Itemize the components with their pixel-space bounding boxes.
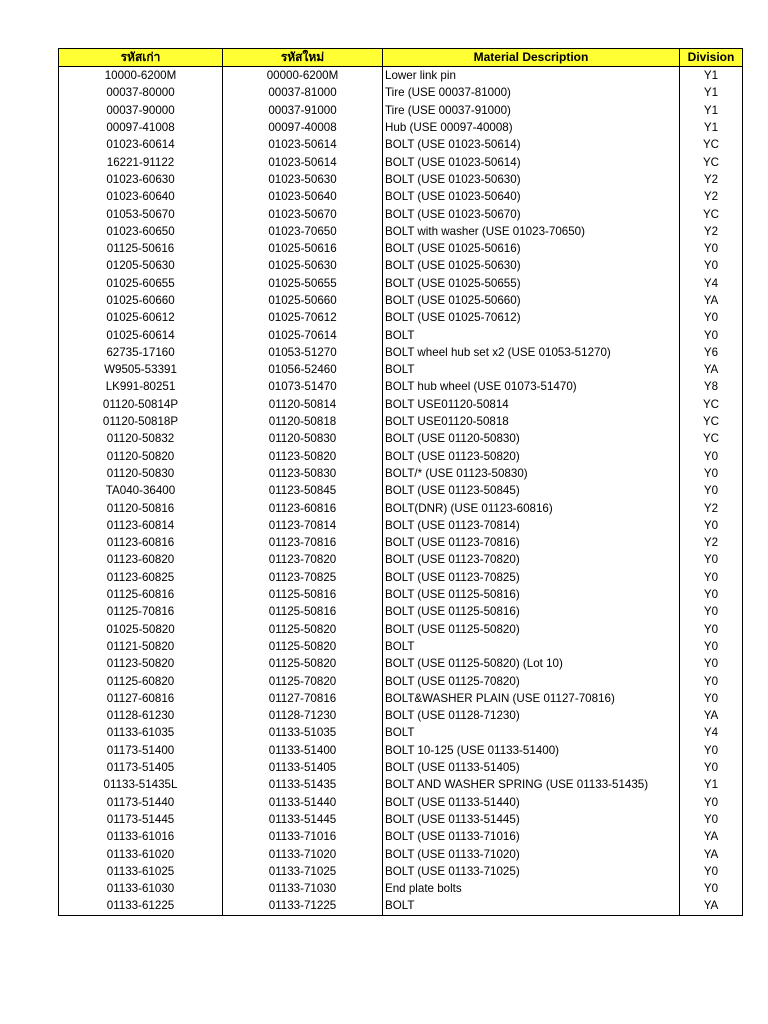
division-cell: Y0	[680, 863, 743, 880]
new-code-cell: 01023-70650	[223, 223, 383, 240]
old-code-cell: 01173-51445	[59, 811, 223, 828]
description-cell: BOLT (USE 01123-50820)	[383, 448, 680, 465]
old-code-cell: 01053-50670	[59, 205, 223, 222]
old-code-cell: 01125-50616	[59, 240, 223, 257]
old-code-cell: 01023-60650	[59, 223, 223, 240]
division-cell: YA	[680, 361, 743, 378]
new-code-cell: 01133-51445	[223, 811, 383, 828]
new-code-cell: 01025-50655	[223, 275, 383, 292]
old-code-cell: W9505-53391	[59, 361, 223, 378]
description-cell: BOLT (USE 01123-70814)	[383, 517, 680, 534]
division-cell: YA	[680, 828, 743, 845]
division-cell: Y1	[680, 67, 743, 85]
division-cell: Y8	[680, 378, 743, 395]
table-row	[59, 742, 743, 759]
old-code-cell: 01125-70816	[59, 603, 223, 620]
description-cell: BOLT (USE 01025-70612)	[383, 309, 680, 326]
header-material-description: Material Description	[383, 49, 680, 67]
table-row	[59, 378, 743, 395]
division-cell: Y4	[680, 275, 743, 292]
description-cell: BOLT (USE 01128-71230)	[383, 707, 680, 724]
table-row	[59, 863, 743, 880]
division-cell: Y0	[680, 551, 743, 568]
old-code-cell: 01120-50832	[59, 430, 223, 447]
old-code-cell: 01133-61020	[59, 845, 223, 862]
division-cell: Y1	[680, 84, 743, 101]
table-row	[59, 84, 743, 101]
description-cell: BOLT&WASHER PLAIN (USE 01127-70816)	[383, 690, 680, 707]
division-cell: Y2	[680, 499, 743, 516]
old-code-cell: 01173-51405	[59, 759, 223, 776]
table-row	[59, 690, 743, 707]
table-row	[59, 603, 743, 620]
description-cell: BOLT (USE 01125-50816)	[383, 603, 680, 620]
new-code-cell: 01133-71020	[223, 845, 383, 862]
new-code-cell: 01125-50820	[223, 655, 383, 672]
division-cell: Y0	[680, 621, 743, 638]
new-code-cell: 01053-51270	[223, 344, 383, 361]
division-cell: Y0	[680, 517, 743, 534]
description-cell: BOLT (USE 01133-51440)	[383, 793, 680, 810]
new-code-cell: 01025-70614	[223, 326, 383, 343]
new-code-cell: 01133-51405	[223, 759, 383, 776]
description-cell: BOLT(DNR) (USE 01123-60816)	[383, 499, 680, 516]
table-row	[59, 275, 743, 292]
division-cell: Y0	[680, 240, 743, 257]
table-row	[59, 811, 743, 828]
new-code-cell: 01120-50830	[223, 430, 383, 447]
description-cell: BOLT	[383, 326, 680, 343]
description-cell: BOLT with washer (USE 01023-70650)	[383, 223, 680, 240]
old-code-cell: 01025-50820	[59, 621, 223, 638]
old-code-cell: LK991-80251	[59, 378, 223, 395]
division-cell: YA	[680, 707, 743, 724]
description-cell: BOLT (USE 01123-70820)	[383, 551, 680, 568]
description-cell: BOLT (USE 01133-51405)	[383, 759, 680, 776]
division-cell: YC	[680, 153, 743, 170]
description-cell: BOLT (USE 01133-71025)	[383, 863, 680, 880]
new-code-cell: 01120-50818	[223, 413, 383, 430]
division-cell: Y4	[680, 724, 743, 741]
new-code-cell: 01073-51470	[223, 378, 383, 395]
table-row	[59, 171, 743, 188]
division-cell: Y0	[680, 586, 743, 603]
description-cell: BOLT	[383, 724, 680, 741]
new-code-cell: 01125-50816	[223, 603, 383, 620]
division-cell: Y0	[680, 690, 743, 707]
old-code-cell: 16221-91122	[59, 153, 223, 170]
new-code-cell: 01025-50616	[223, 240, 383, 257]
description-cell: BOLT wheel hub set x2 (USE 01053-51270)	[383, 344, 680, 361]
new-code-cell: 01123-50820	[223, 448, 383, 465]
division-cell: Y1	[680, 776, 743, 793]
description-cell: BOLT AND WASHER SPRING (USE 01133-51435)	[383, 776, 680, 793]
division-cell: Y0	[680, 672, 743, 689]
description-cell: BOLT (USE 01025-50660)	[383, 292, 680, 309]
table-row	[59, 240, 743, 257]
old-code-cell: 00037-90000	[59, 102, 223, 119]
description-cell: Hub (USE 00097-40008)	[383, 119, 680, 136]
division-cell: Y0	[680, 465, 743, 482]
new-code-cell: 01025-70612	[223, 309, 383, 326]
old-code-cell: 01023-60640	[59, 188, 223, 205]
division-cell: Y2	[680, 171, 743, 188]
table-row	[59, 759, 743, 776]
old-code-cell: 01120-50818P	[59, 413, 223, 430]
new-code-cell: 01127-70816	[223, 690, 383, 707]
parts-table	[58, 48, 743, 916]
table-row	[59, 430, 743, 447]
old-code-cell: 01133-61030	[59, 880, 223, 897]
description-cell: BOLT (USE 01133-51445)	[383, 811, 680, 828]
old-code-cell: 01173-51440	[59, 793, 223, 810]
division-cell: YC	[680, 136, 743, 153]
old-code-cell: 01125-60820	[59, 672, 223, 689]
table-row	[59, 638, 743, 655]
old-code-cell: 01120-50816	[59, 499, 223, 516]
new-code-cell: 01123-70825	[223, 569, 383, 586]
old-code-cell: 01025-60660	[59, 292, 223, 309]
description-cell: BOLT (USE 01125-50816)	[383, 586, 680, 603]
new-code-cell: 01128-71230	[223, 707, 383, 724]
new-code-cell: 01123-60816	[223, 499, 383, 516]
new-code-cell: 01023-50670	[223, 205, 383, 222]
new-code-cell: 01123-70820	[223, 551, 383, 568]
description-cell: BOLT	[383, 361, 680, 378]
old-code-cell: 01173-51400	[59, 742, 223, 759]
old-code-cell: 01025-60612	[59, 309, 223, 326]
old-code-cell: 01125-60816	[59, 586, 223, 603]
description-cell: BOLT	[383, 638, 680, 655]
table-row	[59, 344, 743, 361]
division-cell: Y0	[680, 309, 743, 326]
new-code-cell: 01125-70820	[223, 672, 383, 689]
table-row	[59, 361, 743, 378]
table-row	[59, 482, 743, 499]
table-row	[59, 413, 743, 430]
description-cell: BOLT USE01120-50814	[383, 396, 680, 413]
new-code-cell: 01123-70814	[223, 517, 383, 534]
table-row	[59, 793, 743, 810]
description-cell: BOLT (USE 01125-70820)	[383, 672, 680, 689]
description-cell: End plate bolts	[383, 880, 680, 897]
description-cell: BOLT (USE 01023-50670)	[383, 205, 680, 222]
description-cell: Lower link pin	[383, 67, 680, 85]
division-cell: Y2	[680, 534, 743, 551]
division-cell: Y0	[680, 569, 743, 586]
header-row	[59, 49, 743, 67]
new-code-cell: 00000-6200M	[223, 67, 383, 85]
old-code-cell: 01023-60630	[59, 171, 223, 188]
old-code-cell: 01133-61035	[59, 724, 223, 741]
table-row	[59, 828, 743, 845]
description-cell: Tire (USE 00037-91000)	[383, 102, 680, 119]
table-header	[59, 49, 743, 67]
old-code-cell: 01123-60814	[59, 517, 223, 534]
division-cell: Y0	[680, 638, 743, 655]
table-row	[59, 897, 743, 915]
old-code-cell: 01120-50814P	[59, 396, 223, 413]
division-cell: Y0	[680, 326, 743, 343]
old-code-cell: 01121-50820	[59, 638, 223, 655]
division-cell: Y0	[680, 759, 743, 776]
new-code-cell: 01023-50614	[223, 136, 383, 153]
old-code-cell: 01133-51435L	[59, 776, 223, 793]
description-cell: BOLT (USE 01023-50614)	[383, 153, 680, 170]
new-code-cell: 01133-71225	[223, 897, 383, 915]
table-row	[59, 845, 743, 862]
header-new-code: รหัสใหม่	[223, 49, 383, 67]
old-code-cell: 62735-17160	[59, 344, 223, 361]
old-code-cell: 10000-6200M	[59, 67, 223, 85]
division-cell: YC	[680, 205, 743, 222]
division-cell: Y2	[680, 223, 743, 240]
new-code-cell: 01133-71030	[223, 880, 383, 897]
division-cell: Y1	[680, 102, 743, 119]
table-row	[59, 621, 743, 638]
table-body	[59, 67, 743, 916]
old-code-cell: 00037-80000	[59, 84, 223, 101]
table-row	[59, 448, 743, 465]
new-code-cell: 00037-91000	[223, 102, 383, 119]
new-code-cell: 01133-51440	[223, 793, 383, 810]
division-cell: YC	[680, 430, 743, 447]
old-code-cell: 01123-60820	[59, 551, 223, 568]
old-code-cell: 00097-41008	[59, 119, 223, 136]
division-cell: Y0	[680, 880, 743, 897]
table-row	[59, 257, 743, 274]
new-code-cell: 01125-50820	[223, 621, 383, 638]
description-cell: BOLT (USE 01023-50630)	[383, 171, 680, 188]
description-cell: BOLT (USE 01123-70816)	[383, 534, 680, 551]
old-code-cell: 01123-60825	[59, 569, 223, 586]
description-cell: BOLT USE01120-50818	[383, 413, 680, 430]
table-row	[59, 136, 743, 153]
division-cell: Y0	[680, 482, 743, 499]
division-cell: YA	[680, 292, 743, 309]
old-code-cell: 01025-60614	[59, 326, 223, 343]
division-cell: Y0	[680, 793, 743, 810]
description-cell: BOLT 10-125 (USE 01133-51400)	[383, 742, 680, 759]
new-code-cell: 00097-40008	[223, 119, 383, 136]
description-cell: BOLT (USE 01133-71016)	[383, 828, 680, 845]
new-code-cell: 01023-50630	[223, 171, 383, 188]
table-row	[59, 67, 743, 85]
table-row	[59, 586, 743, 603]
division-cell: Y1	[680, 119, 743, 136]
table-row	[59, 776, 743, 793]
new-code-cell: 01023-50640	[223, 188, 383, 205]
old-code-cell: 01128-61230	[59, 707, 223, 724]
description-cell: Tire (USE 00037-81000)	[383, 84, 680, 101]
old-code-cell: 01025-60655	[59, 275, 223, 292]
description-cell: BOLT (USE 01023-50614)	[383, 136, 680, 153]
old-code-cell: 01120-50830	[59, 465, 223, 482]
table-row	[59, 534, 743, 551]
division-cell: Y2	[680, 188, 743, 205]
old-code-cell: 01123-50820	[59, 655, 223, 672]
description-cell: BOLT hub wheel (USE 01073-51470)	[383, 378, 680, 395]
old-code-cell: TA040-36400	[59, 482, 223, 499]
description-cell: BOLT (USE 01125-50820)	[383, 621, 680, 638]
description-cell: BOLT (USE 01023-50640)	[383, 188, 680, 205]
division-cell: YC	[680, 413, 743, 430]
new-code-cell: 01125-50816	[223, 586, 383, 603]
division-cell: Y0	[680, 811, 743, 828]
new-code-cell: 01123-50845	[223, 482, 383, 499]
division-cell: Y0	[680, 603, 743, 620]
division-cell: Y0	[680, 257, 743, 274]
new-code-cell: 01023-50614	[223, 153, 383, 170]
division-cell: Y0	[680, 742, 743, 759]
description-cell: BOLT (USE 01123-70825)	[383, 569, 680, 586]
description-cell: BOLT (USE 01025-50655)	[383, 275, 680, 292]
description-cell: BOLT (USE 01120-50830)	[383, 430, 680, 447]
division-cell: Y6	[680, 344, 743, 361]
table-row	[59, 499, 743, 516]
table-row	[59, 188, 743, 205]
new-code-cell: 01120-50814	[223, 396, 383, 413]
old-code-cell: 01133-61016	[59, 828, 223, 845]
new-code-cell: 01025-50660	[223, 292, 383, 309]
table-row	[59, 102, 743, 119]
old-code-cell: 01133-61025	[59, 863, 223, 880]
table-row	[59, 119, 743, 136]
description-cell: BOLT (USE 01025-50616)	[383, 240, 680, 257]
table-row	[59, 880, 743, 897]
description-cell: BOLT	[383, 897, 680, 915]
old-code-cell: 01205-50630	[59, 257, 223, 274]
description-cell: BOLT (USE 01025-50630)	[383, 257, 680, 274]
description-cell: BOLT (USE 01123-50845)	[383, 482, 680, 499]
new-code-cell: 01056-52460	[223, 361, 383, 378]
division-cell: YA	[680, 897, 743, 915]
division-cell: YC	[680, 396, 743, 413]
new-code-cell: 01123-70816	[223, 534, 383, 551]
table-row	[59, 569, 743, 586]
new-code-cell: 01025-50630	[223, 257, 383, 274]
new-code-cell: 01133-51035	[223, 724, 383, 741]
division-cell: Y0	[680, 448, 743, 465]
table-row	[59, 724, 743, 741]
table-row	[59, 309, 743, 326]
old-code-cell: 01133-61225	[59, 897, 223, 915]
table-row	[59, 223, 743, 240]
table-row	[59, 551, 743, 568]
table-row	[59, 465, 743, 482]
old-code-cell: 01023-60614	[59, 136, 223, 153]
old-code-cell: 01123-60816	[59, 534, 223, 551]
table-row	[59, 655, 743, 672]
table-row	[59, 205, 743, 222]
table-row	[59, 707, 743, 724]
division-cell: Y0	[680, 655, 743, 672]
old-code-cell: 01127-60816	[59, 690, 223, 707]
header-division: Division	[680, 49, 743, 67]
table-row	[59, 326, 743, 343]
new-code-cell: 01123-50830	[223, 465, 383, 482]
new-code-cell: 01133-71025	[223, 863, 383, 880]
description-cell: BOLT/* (USE 01123-50830)	[383, 465, 680, 482]
new-code-cell: 01133-71016	[223, 828, 383, 845]
new-code-cell: 01125-50820	[223, 638, 383, 655]
old-code-cell: 01120-50820	[59, 448, 223, 465]
table-row	[59, 517, 743, 534]
new-code-cell: 01133-51400	[223, 742, 383, 759]
table-row	[59, 672, 743, 689]
description-cell: BOLT (USE 01133-71020)	[383, 845, 680, 862]
table-row	[59, 396, 743, 413]
division-cell: YA	[680, 845, 743, 862]
table-row	[59, 292, 743, 309]
description-cell: BOLT (USE 01125-50820) (Lot 10)	[383, 655, 680, 672]
table-row	[59, 153, 743, 170]
new-code-cell: 00037-81000	[223, 84, 383, 101]
new-code-cell: 01133-51435	[223, 776, 383, 793]
header-old-code: รหัสเก่า	[59, 49, 223, 67]
